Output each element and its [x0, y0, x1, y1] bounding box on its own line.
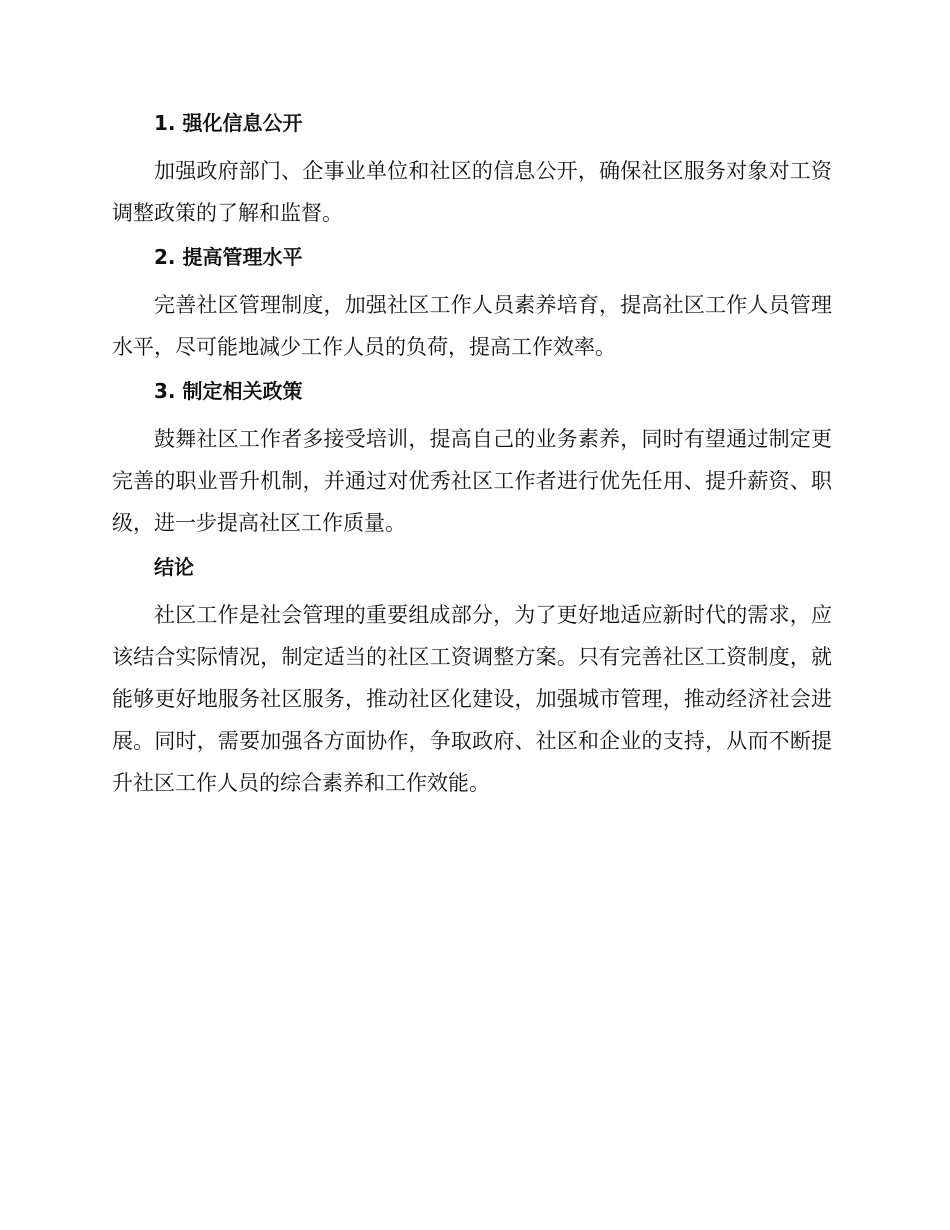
section-paragraph: 完善社区管理制度，加强社区工作人员素养培育，提高社区工作人员管理水平，尽可能地减少工作人员的负荷，提高工作效率。 — [112, 293, 832, 359]
section-heading: 2. 提高管理水平 — [154, 245, 303, 269]
section-conclusion — [112, 552, 832, 804]
section-heading: 3. 制定相关政策 — [154, 379, 303, 403]
section-management-level — [112, 242, 832, 368]
section-heading: 1. 强化信息公开 — [154, 111, 303, 135]
section-paragraph: 加强政府部门、企事业单位和社区的信息公开，确保社区服务对象对工资调整政策的了解和监督。 — [112, 159, 832, 225]
document-page — [112, 108, 832, 812]
section-information-disclosure — [112, 108, 832, 234]
section-related-policy — [112, 376, 832, 544]
section-paragraph: 鼓舞社区工作者多接受培训，提高自己的业务素养，同时有望通过制定更完善的职业晋升机制，并通过对优秀社区工作者进行优先任用、提升薪资、职级，进一步提高社区工作质量。 — [112, 427, 832, 535]
section-paragraph: 社区工作是社会管理的重要组成部分，为了更好地适应新时代的需求，应该结合实际情况，制定适当的社区工资调整方案。只有完善社区工资制度，就能够更好地服务社区服务，推动社区化建设，加强城市管理，推动经济社会进展。同时，需要加强各方面协作，争取政府、社区和企业的支持，从而不断提升社区工作人员的综合素养和工作效能。 — [112, 603, 832, 795]
section-heading: 结论 — [154, 555, 194, 579]
